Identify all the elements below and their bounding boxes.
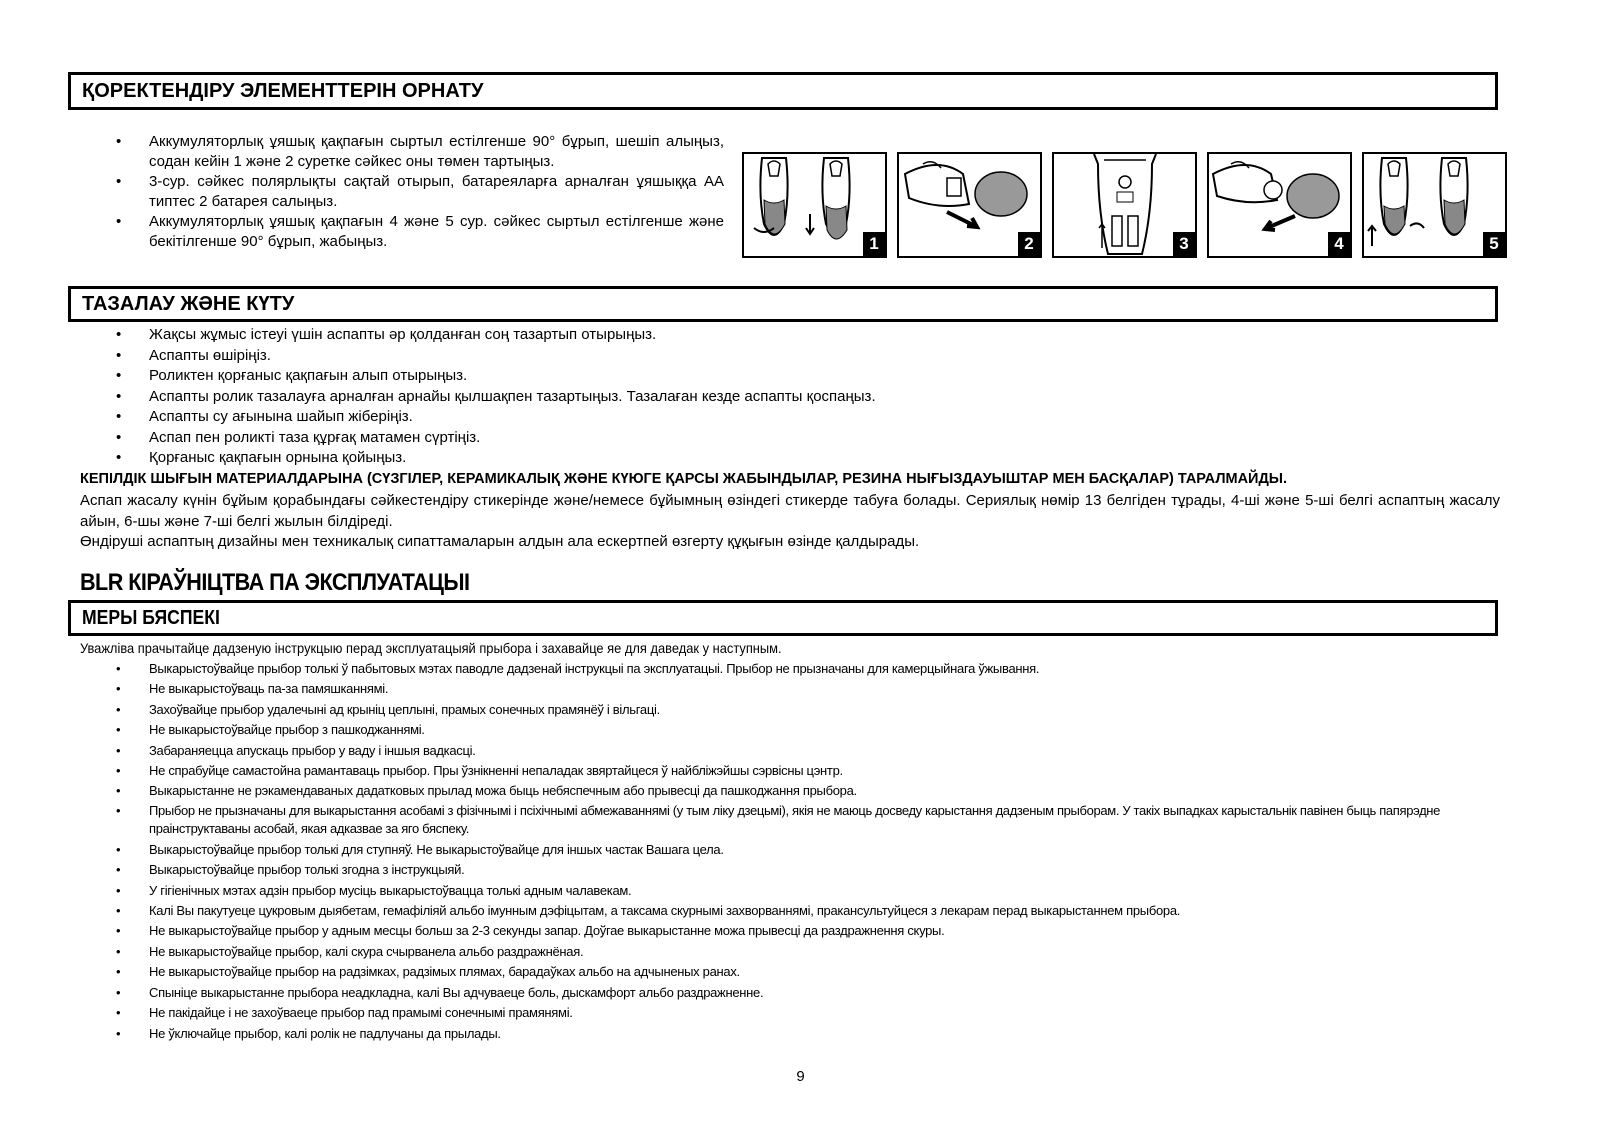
figure-number: 1: [863, 232, 885, 256]
figure-2: [897, 152, 1042, 258]
belarusian-manual-title: BLR КІРАЎНІЦТВА ПА ЭКСПЛУАТАЦЫІ: [80, 569, 470, 596]
list-item: • Не пакідайце і не захоўваеце прыбор пад прамымі сонечнымі прамянямі.: [80, 1003, 1500, 1023]
section-heading-power-text: ҚОРЕКТЕНДІРУ ЭЛЕМЕНТТЕРІН ОРНАТУ: [82, 79, 484, 102]
list-item: • Выкарыстоўвайце прыбор толькі ў пабытовых мэтах паводле дадзенай інструкцыі па эксплуатацыі. Прыбор не прызначаны для камерцыйнага ўжывання.: [80, 659, 1500, 679]
list-item: • Не спрабуйце самастойна рамантаваць прыбор. Пры ўзнікненні непаладак звяртайцеся ў найбліжэйшы сэрвісны цэнтр.: [80, 761, 1500, 781]
section-heading-care: [68, 286, 1498, 322]
list-item: • Аккумуляторлық ұяшық қақпағын 4 және 5 сур. сәйкес сыртыл естілгенше және бекітілгенше 90° бұрып, жабыңыз.: [80, 212, 724, 252]
power-instructions-list: [80, 132, 724, 252]
figure-5: [1362, 152, 1507, 258]
list-item: • Прыбор не прызначаны для выкарыстання асобамі з фізічнымі і псіхічнымі абмежаваннямі (у тым ліку дзецьмі), якія не маюць досведу карыстання дадзеным прыборам. У такіх выпадках карыстальнік павінен быць папярэдне праінструктаваны асобай, якая адказвае за яго бяспеку.: [80, 802, 1500, 838]
list-item: • Аспапты өшіріңіз.: [80, 346, 1500, 367]
list-item: • Қорғаныс қақпағын орнына қойыңыз.: [80, 448, 1500, 469]
figure-number: 2: [1018, 232, 1040, 256]
safety-intro: Уважліва прачытайце дадзеную інструкцыю перад эксплуатацыяй прыбора і захавайце яе для даведак у наступным.: [80, 640, 782, 656]
battery-figures: [742, 152, 1507, 258]
figure-number: 5: [1483, 232, 1505, 256]
figure-1: [742, 152, 887, 258]
safety-list: [80, 659, 1500, 1044]
list-item: • Аспапты ролик тазалауға арналған арнайы қылшақпен тазартыңыз. Тазалаған кезде аспапты қоспаңыз.: [80, 387, 1500, 408]
section-heading-power: [68, 72, 1498, 110]
section-heading-safety: [68, 600, 1498, 636]
list-item: • Жақсы жұмыс істеуі үшін аспапты әр қолданған соң тазартып отырыңыз.: [80, 325, 1500, 346]
list-item: • У гігіенічных мэтах адзін прыбор мусіць выкарыстоўвацца толькі адным чалавекам.: [80, 881, 1500, 901]
warranty-notice: КЕПІЛДІК ШЫҒЫН МАТЕРИАЛДАРЫНА (СҮЗГІЛЕР, КЕРАМИКАЛЫҚ ЖӘНЕ КҮЮГЕ ҚАРСЫ ЖАБЫНДЫЛАР, РЕЗИНА НЫҒЫЗДАУЫШТАР МЕН БАСҚАЛАР) ТАРАЛМАЙДЫ.: [80, 471, 1288, 487]
list-item: • Спыніце выкарыстанне прыбора неадкладна, калі Вы адчуваеце боль, дыскамфорт альбо раздражненне.: [80, 983, 1500, 1003]
manufacturer-rights-text: Өндіруші аспаптың дизайны мен техникалық сипаттамаларын алдын ала ескертпей өзгерту құқығын өзінде қалдырады.: [80, 533, 920, 550]
list-item: • Выкарыстоўвайце прыбор толькі для ступняў. Не выкарыстоўвайце для іншых частак Вашага цела.: [80, 840, 1500, 860]
manufacture-date-text: Аспап жасалу күнін бұйым қорабындағы сәйкестендіру стикерінде және/немесе бұйымның өзіндегі стикерде табуға болады. Сериялық нөмір 13 белгіден тұрады, 4-ші және 5-ші белгі аспаптың жасалу айын, 6-шы және 7-ші белгі жылын білдіреді.: [80, 492, 1500, 530]
list-item: • Не выкарыстоўвайце прыбор з пашкоджаннямі.: [80, 720, 1500, 740]
figure-number: 3: [1173, 232, 1195, 256]
list-item: • Не выкарыстоўвайце прыбор, калі скура счырванела альбо раздражнёная.: [80, 942, 1500, 962]
list-item: • Выкарыстоўвайце прыбор толькі згодна з інструкцыяй.: [80, 860, 1500, 880]
list-item: • Калі Вы пакутуеце цукровым дыябетам, гемафіліяй альбо імунным дэфіцытам, а таксама скурнымі захворваннямі, пракансультуйцеся з лекарам перад выкарыстаннем прыбора.: [80, 901, 1500, 921]
page-number: 9: [796, 1068, 805, 1085]
list-item: • 3-сур. сәйкес полярлықты сақтай отырып, батареяларға арналған ұяшыққа АА типтес 2 батарея салыңыз.: [80, 172, 724, 212]
list-item: • Аспап пен роликті таза құрғақ матамен сүртіңіз.: [80, 428, 1500, 449]
care-instructions-list: [80, 325, 1500, 469]
list-item: • Роликтен қорғаныс қақпағын алып отырыңыз.: [80, 366, 1500, 387]
list-item: • Не выкарыстоўвайце прыбор на радзімках, радзімых плямах, барадаўках альбо на адчыненых ранах.: [80, 962, 1500, 982]
figure-3: [1052, 152, 1197, 258]
list-item: • Захоўвайце прыбор удалечыні ад крыніц цеплыні, прамых сонечных прамянёў і вільгаці.: [80, 700, 1500, 720]
list-item: • Не ўключайце прыбор, калі ролік не падлучаны да прылады.: [80, 1024, 1500, 1044]
list-item: • Не выкарыстоўвайце прыбор у адным месцы больш за 2-3 секунды запар. Доўгае выкарыстанне можа прывесці да раздражнення скуры.: [80, 921, 1500, 941]
section-heading-care-text: ТАЗАЛАУ ЖӘНЕ КҮТУ: [82, 292, 295, 315]
list-item: • Забараняецца апускаць прыбор у ваду і іншыя вадкасці.: [80, 741, 1500, 761]
figure-4: [1207, 152, 1352, 258]
figure-number: 4: [1328, 232, 1350, 256]
list-item: • Не выкарыстоўваць па-за памяшканнямі.: [80, 679, 1500, 699]
list-item: • Аспапты су ағынына шайып жіберіңіз.: [80, 407, 1500, 428]
list-item: • Выкарыстанне не рэкамендаваных дадатковых прылад можа быць небяспечным або прывесці да пашкоджання прыбора.: [80, 781, 1500, 801]
list-item: • Аккумуляторлық ұяшық қақпағын сыртыл естілгенше 90° бұрып, шешіп алыңыз, содан кейін 1 және 2 суретке сәйкес оны төмен тартыңыз.: [80, 132, 724, 172]
section-heading-safety-text: МЕРЫ БЯСПЕКІ: [82, 606, 220, 629]
